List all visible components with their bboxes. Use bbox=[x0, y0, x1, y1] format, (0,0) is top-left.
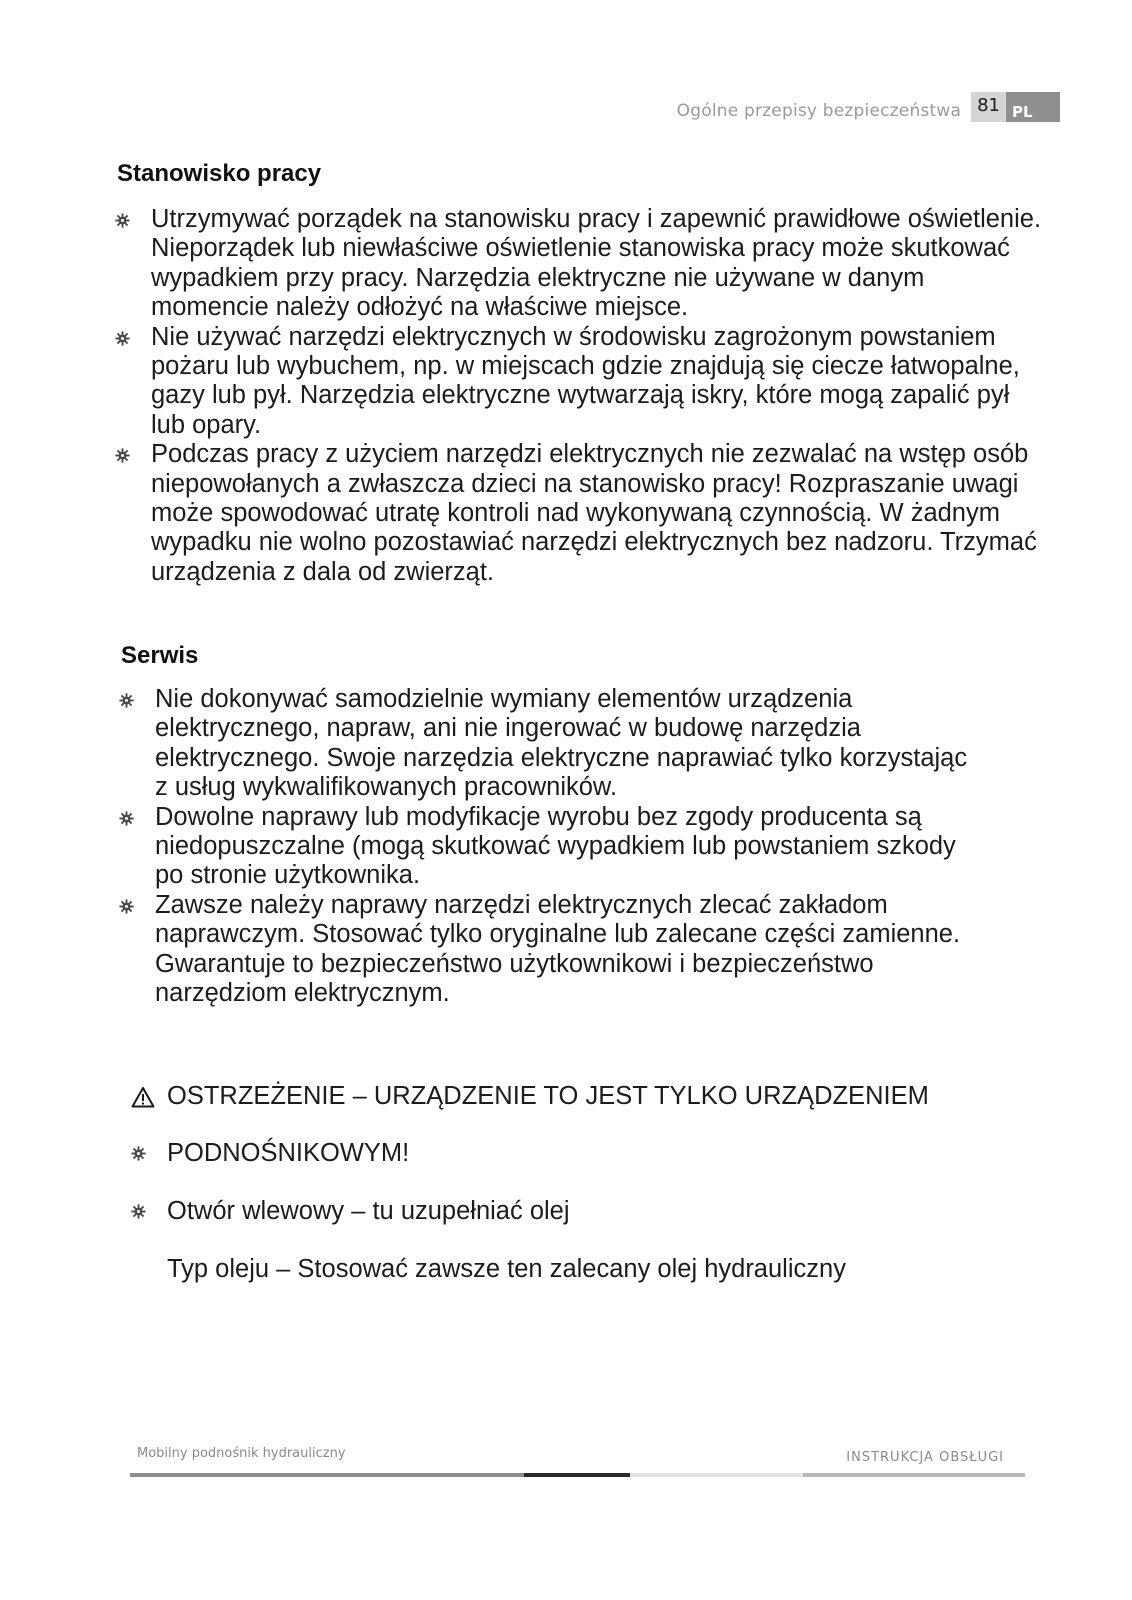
service-list bbox=[119, 685, 969, 1008]
list-item: Nie dokonywać samodzielnie wymiany elementów urządzenia elektrycznego, napraw, ani nie ingerować w budowę narzędzia elektrycznego. Swoje narzędzia elektryczne naprawiać tylko korzystając z usług wykwalifikowanych pracowników. bbox=[119, 685, 969, 803]
footer-product-name: Mobilny podnośnik hydrauliczny bbox=[137, 1446, 346, 1461]
oil-type-line bbox=[131, 1255, 846, 1284]
oil-type-text: Typ oleju – Stosować zawsze ten zalecany olej hydrauliczny bbox=[167, 1255, 846, 1283]
list-item: Utrzymywać porządek na stanowisku pracy i zapewnić prawidłowe oświetlenie. Nieporządek lub niewłaściwe oświetlenie stanowiska pracy może skutkować wypadkiem przy pracy. Narzędzia elektryczne nie używane w danym momencie należy odłożyć na właściwe miejsce. bbox=[115, 205, 1045, 323]
gear-bullet-icon bbox=[115, 331, 130, 346]
header-title: Ogólne przepisy bezpieczeństwa bbox=[676, 101, 962, 121]
gear-bullet-icon bbox=[119, 693, 134, 708]
workplace-list bbox=[115, 205, 1045, 587]
gear-bullet-icon bbox=[119, 899, 134, 914]
list-item: Podczas pracy z użyciem narzędzi elektrycznych nie zezwalać na wstęp osób niepowołanych a zwłaszcza dzieci na stanowisko pracy! Rozpraszanie uwagi może spowodować utratę kontroli nad wykonywaną czynnością. W żadnym wypadku nie wolno pozostawiać narzędzi elektrycznych bez nadzoru. Trzymać urządzenia z dala od zwierząt. bbox=[115, 440, 1045, 587]
warning-line bbox=[131, 1082, 929, 1111]
footer-divider-left bbox=[130, 1473, 524, 1477]
warning-triangle-icon bbox=[131, 1086, 155, 1108]
gear-bullet-icon bbox=[119, 811, 134, 826]
gear-bullet-icon bbox=[131, 1204, 146, 1219]
page-header bbox=[677, 92, 1060, 122]
section-heading-workplace: Stanowisko pracy bbox=[117, 160, 322, 187]
warning-continuation bbox=[131, 1139, 409, 1168]
section-heading-service: Serwis bbox=[121, 642, 199, 669]
list-item: Nie używać narzędzi elektrycznych w środowisku zagrożonym powstaniem pożaru lub wybuchem, np. w miejscach gdzie znajdują się ciecze łatwopalne, gazy lub pył. Narzędzia elektryczne wytwarzają iskry, które mogą zapalić pył lub opary. bbox=[115, 323, 1045, 441]
warning-text-continued: PODNOŚNIKOWYM! bbox=[167, 1139, 410, 1167]
gear-bullet-icon bbox=[131, 1146, 146, 1161]
gear-bullet-icon bbox=[115, 448, 130, 463]
footer-divider-accent bbox=[524, 1473, 630, 1477]
footer-manual-label: INSTRUKCJA OBSŁUGI bbox=[846, 1450, 1004, 1465]
oil-fill-line bbox=[131, 1197, 570, 1226]
footer-divider-right bbox=[803, 1473, 1025, 1477]
footer-divider-light bbox=[630, 1473, 803, 1477]
language-badge: PL bbox=[1006, 92, 1060, 122]
page-number: 81 bbox=[971, 92, 1006, 122]
list-item: Zawsze należy naprawy narzędzi elektrycznych zlecać zakładom naprawczym. Stosować tylko oryginalne lub zalecane części zamienne. Gwarantuje to bezpieczeństwo użytkownikowi i bezpieczeństwo narzędziom elektrycznym. bbox=[119, 891, 969, 1009]
oil-fill-text: Otwór wlewowy – tu uzupełniać olej bbox=[167, 1197, 570, 1225]
warning-text: OSTRZEŻENIE – URZĄDZENIE TO JEST TYLKO URZĄDZENIEM bbox=[167, 1082, 929, 1110]
gear-bullet-icon bbox=[115, 213, 130, 228]
list-item: Dowolne naprawy lub modyfikacje wyrobu bez zgody producenta są niedopuszczalne (mogą skutkować wypadkiem lub powstaniem szkody po stronie użytkownika. bbox=[119, 803, 969, 891]
